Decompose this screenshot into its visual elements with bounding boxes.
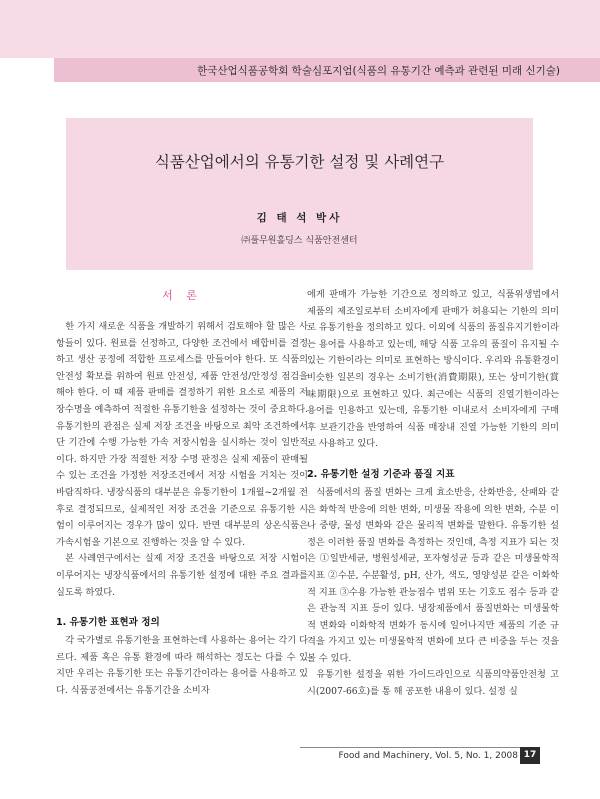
article-author: 김 태 석 박사: [256, 212, 343, 224]
running-header-text: 한국산업식품공학회 학술심포지엄(식품의 유통기간 예측과 관련된 미래 신기술): [197, 65, 560, 77]
section-2-paragraph-2: 유통기한 설정을 위한 가이드라인으로 식품의약품안전청 고시(2007-66호)를 통 해 공포한 내용이 있다. 설정 실: [307, 669, 559, 698]
intro-paragraph-1: 한 가지 새로운 식품을 개발하기 위해서 검토해야 할 많은 사항들이 있다. 원료를 선정하고, 다양한 조건에서 배합비를 결정하고 생산 공정에 적합한 프로세스를 만들어야 한다. 또 식품의 안전성 확보를 위하여 원료 안전성, 제품 안전성/안정성 점검을 해야 한다. 이 때 제품 판매를 결정하기 위한 요소로 제품의 저장수명을 예측하여 적절한 유통기한을 설정하는 것이 중요하다. 유통기한의 관점은 실제 저장 조건을 바탕으로 최악 조건하에서 단 기간에 수행 가능한 가속 저장시험을 실시하는 것이 일반적이다. 하지만 가장 적절한 저장 수명 판정은 실제 제품이 판매될 수 있는 조건을 가정한 저장조건에서 저장 시험을 거치는 것이 바람직하다. 냉장식품의 대부분은 유통기한이 1개월~2개월 전후로 결정되므로, 실제적인 저장 조건을 기준으로 유통기한 시험이 이루어지는 경우가 많이 있다. 반면 대부분의 상온식품은 가속시험을 기본으로 진행하는 것을 알 수 있다.: [56, 321, 308, 548]
article-title: 식품산업에서의 유통기한 설정 및 사례연구: [154, 153, 445, 171]
left-column: [56, 287, 308, 699]
section-1-heading: 1. 유통기한 표현과 정의: [56, 617, 160, 629]
footer-rule: [300, 747, 540, 748]
section-2-paragraph-1: 식품에서의 품질 변화는 크게 효소반응, 산화반응, 산패와 같은 화학적 반응에 의한 변화, 미생물 작용에 의한 변화, 수분 이나 중량, 물성 변화와 같은 물리적 변화를 말한다. 유통기한 설정은 이러한 품질 변화를 측정하는 것인데, 측정 지표가 되는 것은 ①일반세균, 병원성세균, 포자형성균 등과 같은 미생물학적 지표 ②수분, 수분활성, pH, 산가, 색도, 영양성분 같은 이화학적 지표 ③수용 가능한 관능점수 범위 또는 기호도 점수 등과 같은 관능적 지표 등이 있다. 냉장제품에서 품질변화는 미생물학적 변화와 이화학적 변화가 동시에 일어나지만 제품의 기준 규격을 가지고 있는 미생물학적 변화에 보다 큰 비중을 두는 것을 볼 수 있다.: [307, 486, 559, 664]
right-column: [307, 287, 559, 701]
footer-citation: Food and Machinery, Vol. 5, No. 1, 2008: [338, 751, 518, 761]
section-2-heading: 2. 유통기한 설정 기준과 품질 지표: [307, 468, 455, 480]
intro-paragraph-2: 본 사례연구에서는 실제 저장 조건을 바탕으로 저장 시험이 이루어지는 냉장식품에서의 유통기한 설정에 대한 주요 결과를 실도록 하였다.: [56, 553, 308, 598]
title-box: [66, 118, 533, 270]
page-number: 17: [520, 747, 540, 764]
top-decorative-bar: [0, 0, 600, 58]
section-1-continuation: 에게 판매가 가능한 기간으로 정의하고 있고, 식품위생법에서 제품의 제조일로부터 소비자에게 판매가 허용되는 기한의 의미로 유통기한을 정의하고 있다. 이외에 식품의 품질유지기한이라는 용어를 사용하고 있는데, 해당 식품 고유의 품질이 유지될 수 있는 기한이라는 의미로 표현하는 방식이다. 우리와 유통환경이 비슷한 일본의 경우는 소비기한(消費期限), 또는 상미기한(賞味期限)으로 표현하고 있다. 최근에는 식품의 진열기한이라는 용어를 인용하고 있는데, 유통기한 이내로서 소비자에게 구매 후 보관기간을 반영하여 식품 매장내 진열 가능한 기한의 의미로 사용하고 있다.: [307, 289, 559, 450]
section-1-paragraph: 각 국가별로 유통기한을 표현하는데 사용하는 용어는 각기 다르다. 제품 혹은 유통 환경에 따라 해석하는 정도는 다를 수 있지만 우리는 유통기한 또는 유통기간이라는 용어를 사용하고 있다. 식품공전에서는 유통기간을 소비자: [56, 635, 308, 696]
intro-heading: 서 론: [162, 289, 202, 302]
article-affiliation: ㈜풀무원홀딩스 식품안전센터: [241, 236, 358, 246]
